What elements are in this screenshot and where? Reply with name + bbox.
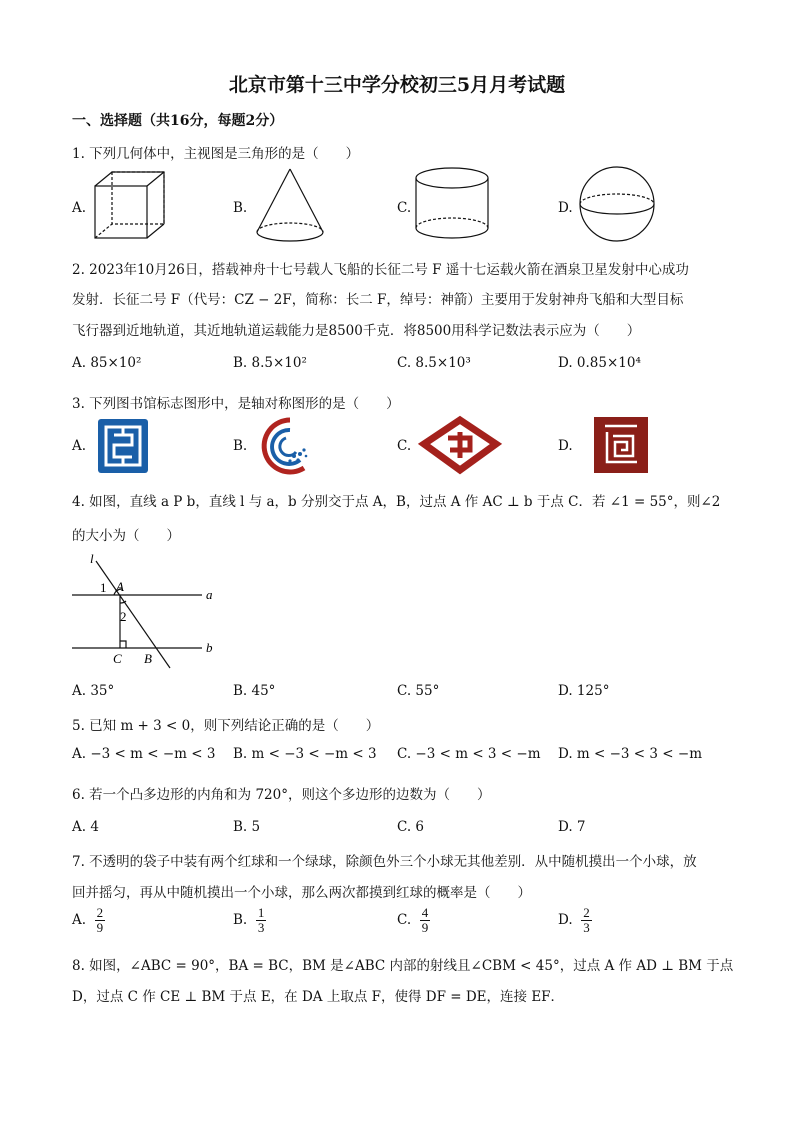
option-letter: C. (397, 912, 412, 928)
q7-line-2: 回并摇匀，再从中随机摸出一个小球，那么两次都摸到红球的概率是（ ） (72, 885, 531, 901)
q2-option-c[interactable]: C. 8.5×10³ (397, 355, 471, 371)
q7-option-a[interactable] (72, 906, 105, 935)
q1-stem: 1. 下列几何体中，主视图是三角形的是（ ） (72, 146, 360, 162)
q4-option-b[interactable]: B. 45° (233, 683, 276, 699)
library-logo-d-icon (593, 416, 649, 474)
q1-option-d[interactable]: D. (558, 200, 573, 216)
parallel-lines-figure (70, 553, 220, 668)
q4-line-1: 4. 如图，直线 a P b，直线 l 与 a，b 分别交于点 A，B，过点 A 作 AC ⊥ b 于点 C．若 ∠1 = 55°，则∠2 (72, 494, 721, 510)
label-2: 2 (120, 609, 127, 624)
q5-stem: 5. 已知 m + 3 < 0，则下列结论正确的是（ ） (72, 718, 380, 734)
label-C: C (113, 651, 122, 666)
numerator: 1 (257, 905, 265, 920)
q4-line-2: 的大小为（ ） (72, 528, 180, 544)
q2-option-b[interactable]: B. 8.5×10² (233, 355, 307, 371)
numerator: 2 (583, 905, 590, 920)
library-logo-c-icon (420, 416, 500, 474)
fraction (581, 906, 592, 935)
q2-option-a[interactable]: A. 85×10² (72, 355, 142, 371)
denominator: 3 (257, 920, 265, 935)
label-1: 1 (100, 580, 107, 595)
q2-option-d[interactable]: D. 0.85×10⁴ (558, 355, 641, 371)
fraction (420, 906, 431, 935)
sphere-icon (579, 166, 659, 246)
q6-option-c[interactable]: C. 6 (397, 819, 425, 835)
q5-option-b[interactable]: B. m < −3 < −m < 3 (233, 746, 377, 762)
cylinder-icon (414, 166, 494, 246)
option-letter: D. (558, 912, 573, 928)
option-letter: B. (233, 912, 248, 928)
q7-option-b[interactable] (233, 906, 266, 935)
q3-option-a[interactable]: A. (72, 438, 87, 454)
q6-option-a[interactable]: A. 4 (72, 819, 99, 835)
label-b: b (206, 640, 213, 655)
numerator: 4 (421, 905, 429, 920)
label-A: A (116, 579, 124, 594)
q1-option-a[interactable]: A. (72, 200, 87, 216)
denominator: 9 (96, 920, 104, 935)
q4-option-c[interactable]: C. 55° (397, 683, 440, 699)
q3-option-d[interactable]: D. (558, 438, 573, 454)
denominator: 9 (421, 920, 429, 935)
option-letter: A. (72, 912, 87, 928)
library-logo-b-icon (256, 416, 316, 476)
page-title: 北京市第十三中学分校初三5月月考试题 (228, 74, 566, 96)
q5-option-d[interactable]: D. m < −3 < 3 < −m (558, 746, 703, 762)
q2-line-2: 发射．长征二号 F（代号：CZ − 2F，简称：长二 F，绰号：神箭）主要用于发射神舟飞船和大型目标 (72, 292, 684, 308)
q7-line-1: 7. 不透明的袋子中装有两个红球和一个绿球，除颜色外三个小球无其他差别．从中随机摸出一个小球，放 (72, 854, 697, 870)
q7-option-c[interactable] (397, 906, 430, 935)
q4-option-d[interactable]: D. 125° (558, 683, 610, 699)
q6-option-d[interactable]: D. 7 (558, 819, 586, 835)
q3-option-b[interactable]: B. (233, 438, 248, 454)
q3-stem: 3. 下列图书馆标志图形中，是轴对称图形的是（ ） (72, 396, 400, 412)
cone-icon (252, 166, 332, 246)
q6-option-b[interactable]: B. 5 (233, 819, 261, 835)
q2-line-3: 飞行器到近地轨道，其近地轨道运载能力是8500千克．将8500用科学记数法表示应为（ ） (72, 323, 641, 339)
q8-line-2: D，过点 C 作 CE ⊥ BM 于点 E，在 DA 上取点 F，使得 DF = DE，连接 EF． (72, 989, 565, 1005)
denominator: 3 (583, 920, 590, 935)
fraction (95, 906, 106, 935)
q8-line-1: 8. 如图，∠ABC = 90°，BA = BC，BM 是∠ABC 内部的射线且∠CBM < 45°，过点 A 作 AD ⊥ BM 于点 (72, 958, 734, 974)
cube-icon (90, 168, 170, 243)
q7-option-d[interactable] (558, 906, 592, 935)
q6-stem: 6. 若一个凸多边形的内角和为 720°，则这个多边形的边数为（ ） (72, 787, 491, 803)
fraction (256, 906, 267, 935)
q1-option-b[interactable]: B. (233, 200, 248, 216)
q2-line-1: 2. 2023年10月26日，搭载神舟十七号载人飞船的长征二号 F 遥十七运载火箭在酒泉卫星发射中心成功 (72, 262, 689, 278)
q5-option-c[interactable]: C. −3 < m < 3 < −m (397, 746, 541, 762)
q4-option-a[interactable]: A. 35° (72, 683, 115, 699)
q1-option-c[interactable]: C. (397, 200, 412, 216)
section-heading: 一、选择题（共16分，每题2分） (72, 113, 284, 129)
label-l: l (90, 551, 94, 566)
library-logo-a-icon (97, 418, 149, 474)
q3-option-c[interactable]: C. (397, 438, 412, 454)
label-a: a (206, 587, 213, 602)
numerator: 2 (96, 905, 104, 920)
q5-option-a[interactable]: A. −3 < m < −m < 3 (72, 746, 216, 762)
label-B: B (144, 651, 152, 666)
